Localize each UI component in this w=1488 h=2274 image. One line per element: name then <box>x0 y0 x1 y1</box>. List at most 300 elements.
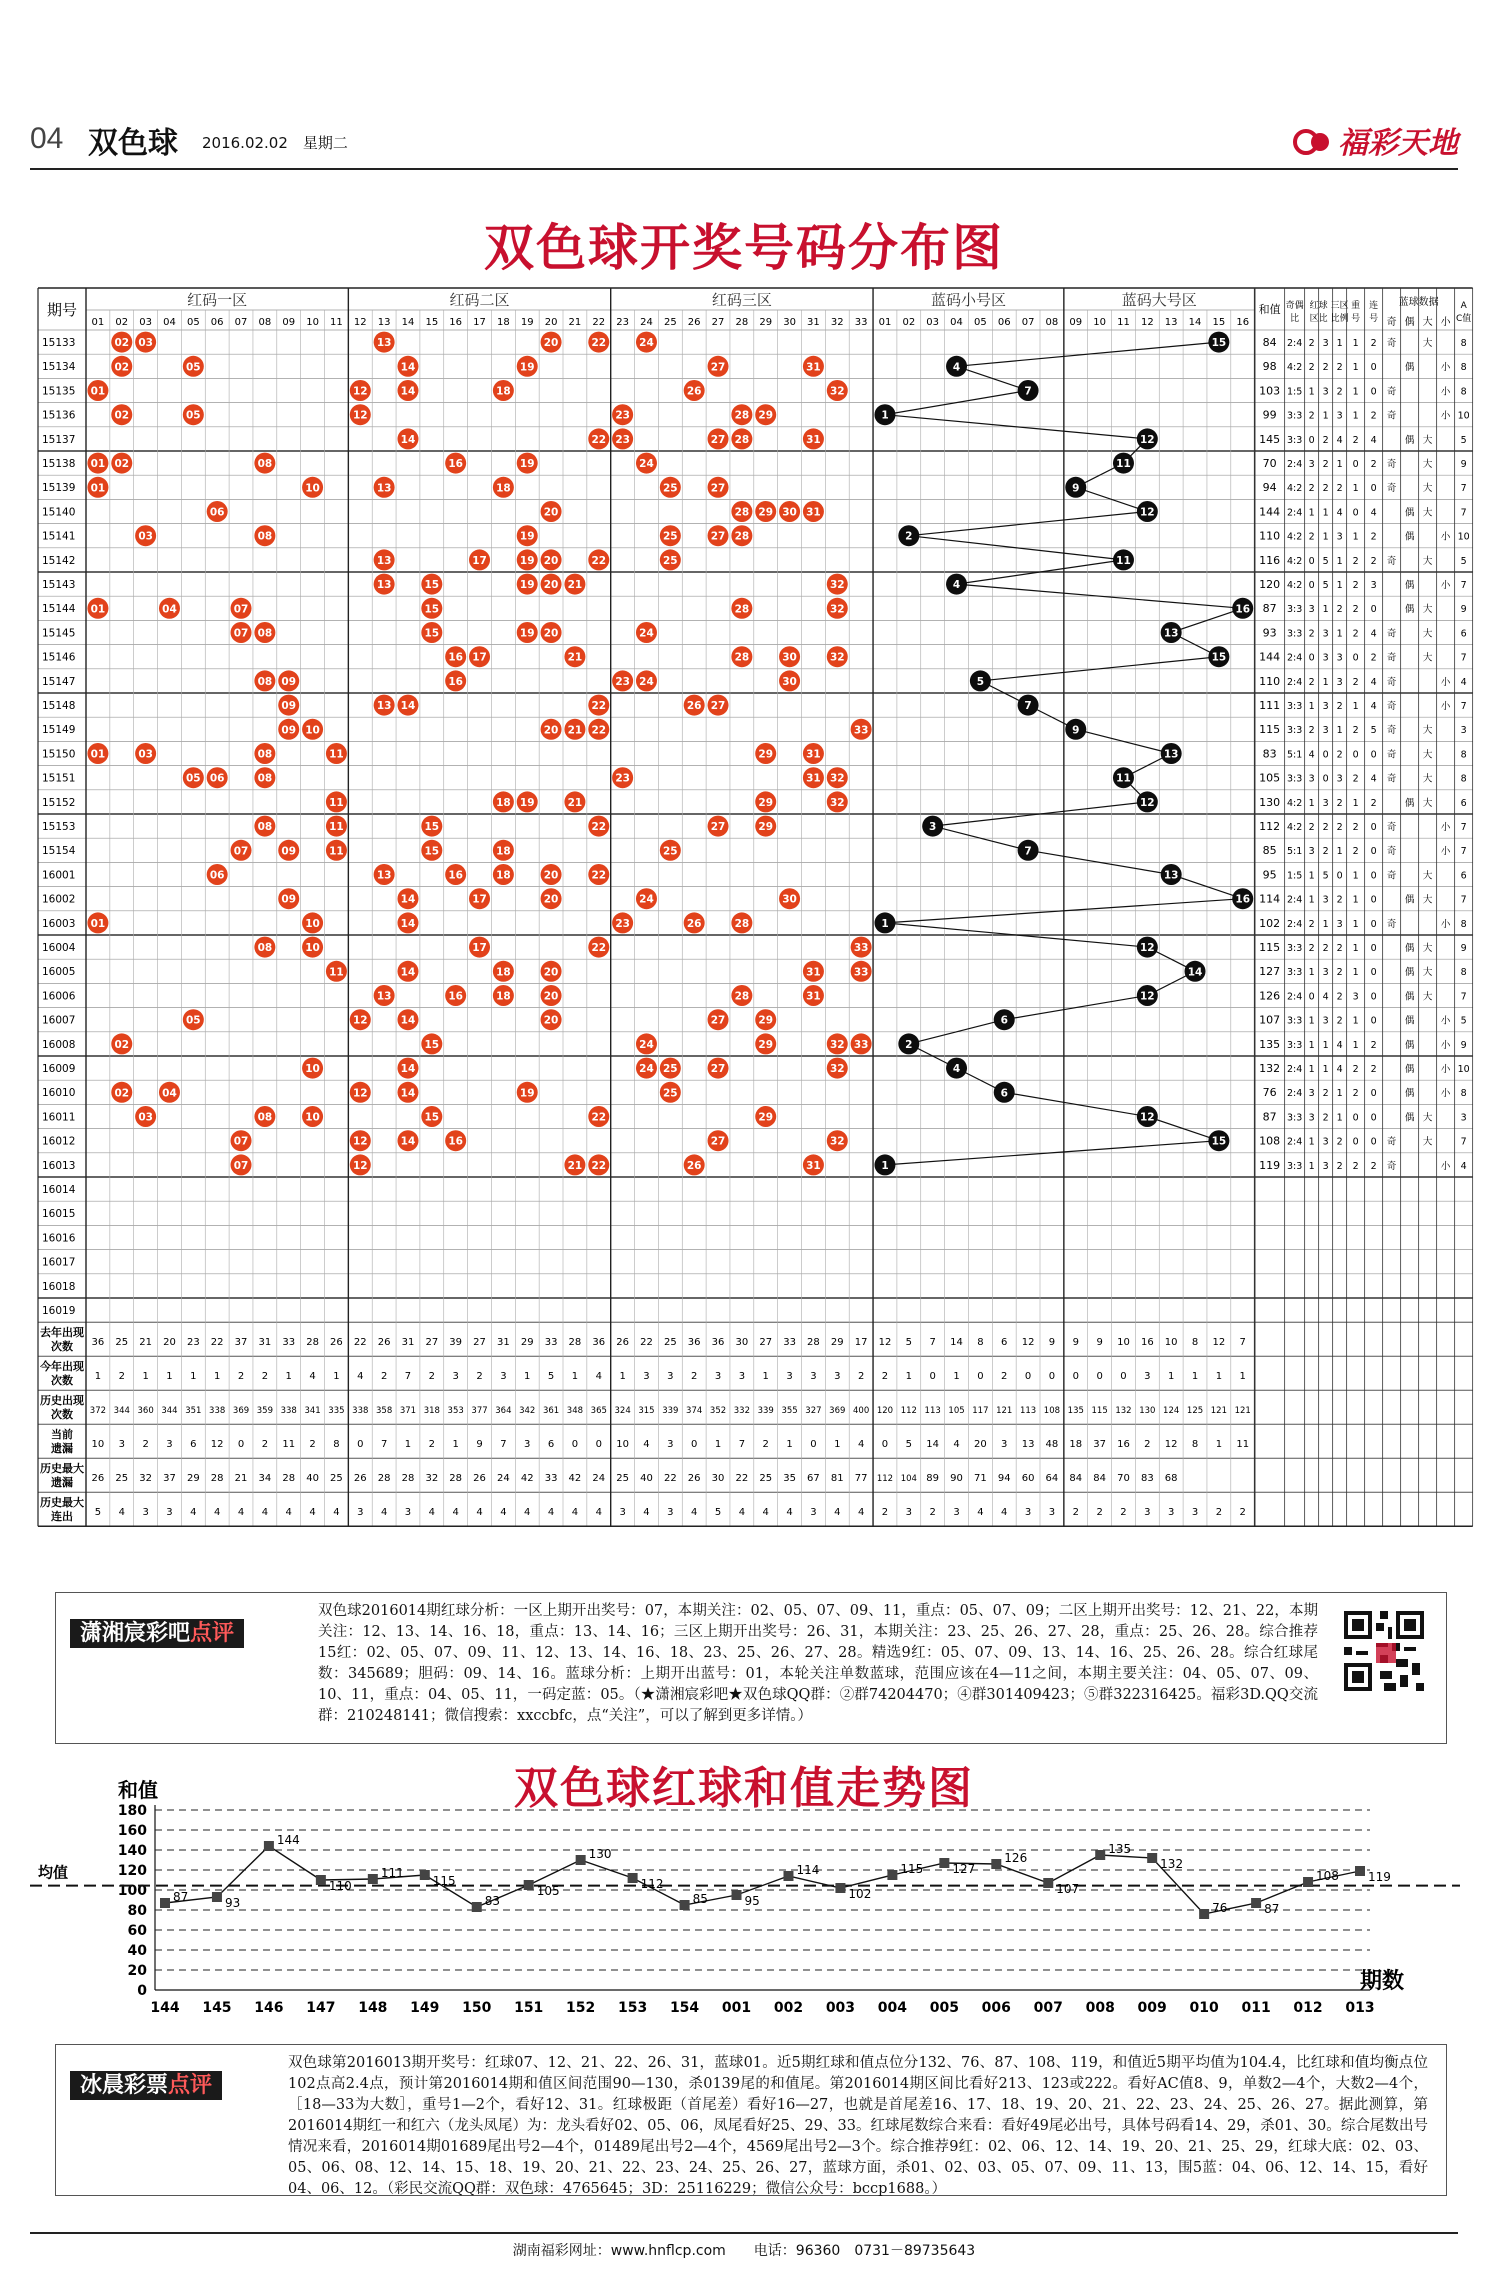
stat-value: 144 <box>1259 650 1281 664</box>
stat-value: 3 <box>1336 531 1343 543</box>
stat-value: 3 <box>1308 604 1315 616</box>
stat-value: 102 <box>1259 916 1281 930</box>
red-ball-number: 01 <box>90 385 106 398</box>
stat-value: 1 <box>1352 410 1359 422</box>
x-tick-label: 151 <box>514 2000 544 2016</box>
red-ball-number: 19 <box>519 627 535 640</box>
stat-value: 2 <box>1336 1160 1343 1172</box>
stat-row-value: 5 <box>547 1371 555 1383</box>
stat-row-value: 318 <box>423 1406 440 1417</box>
stat-value: 3:3 <box>1287 773 1303 785</box>
zone-label: 蓝码大号区 <box>1121 291 1197 309</box>
stat-row-value: 2 <box>1120 1507 1127 1519</box>
stat-value: 2 <box>1370 1064 1377 1075</box>
red-ball-number: 31 <box>806 748 821 761</box>
red-ball-number: 25 <box>663 554 678 567</box>
red-ball-number: 10 <box>305 482 320 495</box>
data-point <box>1303 1877 1313 1887</box>
stat-value: 1 <box>1352 338 1359 349</box>
stat-value: 小 <box>1440 701 1451 712</box>
stat-row-value: 9 <box>1072 1337 1079 1349</box>
stat-row-value: 0 <box>1096 1371 1103 1383</box>
stat-header: 比例 <box>1330 314 1349 324</box>
x-tick-label: 147 <box>306 2000 336 2016</box>
stat-row-value: 4 <box>762 1507 769 1519</box>
trend-chart-title: 双色球红球和值走势图 <box>514 1763 974 1814</box>
red-number-header: 26 <box>687 317 701 328</box>
stat-value: 3 <box>1322 797 1329 809</box>
red-ball-number: 20 <box>543 869 559 882</box>
stat-row-value: 327 <box>805 1406 822 1417</box>
stat-row-value: 27 <box>473 1337 486 1349</box>
stat-value: 126 <box>1259 989 1281 1003</box>
stat-row-value: 9 <box>1096 1337 1103 1349</box>
stat-value: 2 <box>1370 1160 1377 1172</box>
blue-number-header: 09 <box>1069 317 1083 328</box>
stat-value: 2 <box>1336 604 1343 616</box>
red-number-header: 03 <box>139 317 152 328</box>
blue-ball-number: 15 <box>1211 651 1227 664</box>
stat-value: 4 <box>1460 676 1467 688</box>
red-ball-number: 32 <box>829 1038 845 1051</box>
red-ball-number: 33 <box>853 1038 869 1051</box>
stat-value: 2 <box>1336 362 1343 374</box>
stat-row-value: 4 <box>857 1439 865 1451</box>
stat-row-value: 5 <box>94 1507 102 1519</box>
stat-header: 红球 <box>1309 301 1328 311</box>
stat-row-value: 117 <box>972 1406 989 1417</box>
stat-value: 1 <box>1336 338 1343 349</box>
stat-value: 2 <box>1336 894 1343 906</box>
red-ball-number: 14 <box>400 966 416 979</box>
stat-row-value: 3 <box>810 1507 817 1519</box>
stat-row-value: 12 <box>878 1337 892 1349</box>
stat-value: 小 <box>1440 918 1451 930</box>
stat-value: 5 <box>1460 555 1467 567</box>
stat-row-value: 3 <box>667 1439 674 1451</box>
red-ball-number: 24 <box>639 893 654 906</box>
stat-row-value: 338 <box>280 1406 297 1417</box>
stat-value: 0 <box>1370 967 1377 979</box>
stat-value: 0 <box>1352 652 1359 664</box>
data-point <box>1043 1878 1053 1888</box>
stat-row-value: 2 <box>261 1371 269 1383</box>
stat-value: 4 <box>1370 507 1377 519</box>
stat-row-label: 历史最大 <box>40 1496 84 1510</box>
data-point <box>316 1875 326 1885</box>
red-number-header: 16 <box>449 317 463 328</box>
stat-row-value: 2 <box>1072 1507 1079 1519</box>
stat-row-value: 7 <box>738 1439 746 1451</box>
stat-value: 2 <box>1308 943 1315 954</box>
stat-value: 4 <box>1336 1039 1343 1051</box>
red-number-header: 07 <box>234 317 248 328</box>
red-ball-number: 26 <box>686 700 702 713</box>
stat-value: 9 <box>1460 459 1467 470</box>
stat-value: 3:3 <box>1287 701 1303 712</box>
data-label: 144 <box>276 1833 300 1847</box>
stat-value: 2:4 <box>1287 918 1303 930</box>
red-ball-number: 24 <box>639 1038 654 1051</box>
red-ball-number: 17 <box>472 893 487 906</box>
red-ball-number: 12 <box>352 1135 368 1148</box>
red-ball-number: 31 <box>806 506 821 519</box>
stat-value: 小 <box>1440 1039 1451 1051</box>
stat-value: 大 <box>1422 483 1433 495</box>
stat-row-value: 2 <box>118 1371 125 1383</box>
stat-row-value: 112 <box>900 1406 917 1417</box>
stat-value: 3 <box>1308 1088 1315 1100</box>
stat-value: 大 <box>1422 1136 1433 1148</box>
stat-row-value: 7 <box>380 1439 388 1451</box>
stat-value: 1 <box>1352 918 1359 930</box>
stat-row-value: 1 <box>786 1439 793 1451</box>
period-label: 15133 <box>42 337 76 349</box>
stat-value: 4 <box>1370 434 1377 446</box>
stat-value: 偶 <box>1404 967 1415 979</box>
stat-value: 1 <box>1308 701 1315 712</box>
stat-row-value: 105 <box>948 1406 965 1417</box>
stat-value: 1 <box>1308 507 1315 519</box>
stat-value: 偶 <box>1404 507 1415 519</box>
red-ball-number: 02 <box>114 1087 130 1100</box>
data-point <box>991 1859 1001 1869</box>
red-ball-number: 08 <box>257 627 273 640</box>
stat-value: 大 <box>1422 749 1433 761</box>
stat-row-value: 339 <box>662 1406 679 1417</box>
stat-value: 127 <box>1259 965 1281 979</box>
sum-trend-chart <box>30 1775 1460 2025</box>
data-label: 111 <box>380 1866 404 1880</box>
red-ball-number: 01 <box>90 458 106 471</box>
stat-value: 1 <box>1352 362 1359 374</box>
stat-value: 0 <box>1370 918 1377 930</box>
stat-row-value: 0 <box>929 1371 936 1383</box>
stat-value: 107 <box>1259 1013 1281 1027</box>
blue-number-header: 11 <box>1117 317 1130 328</box>
period-label: 15141 <box>42 530 76 543</box>
stat-value: 70 <box>1262 457 1277 470</box>
data-point <box>1199 1909 1209 1919</box>
red-ball-number: 08 <box>257 675 273 688</box>
data-point <box>420 1870 430 1880</box>
red-ball-number: 10 <box>305 942 320 955</box>
stat-value: 2:4 <box>1287 676 1303 688</box>
stat-row-value: 4 <box>857 1507 865 1519</box>
stat-value: 小 <box>1440 1015 1451 1027</box>
stat-row-value: 0 <box>237 1439 245 1451</box>
stat-value: 偶 <box>1404 1039 1415 1051</box>
red-ball-number: 08 <box>257 748 273 761</box>
stat-row-value: 3 <box>619 1507 626 1519</box>
zone-label: 红码二区 <box>449 291 510 309</box>
stat-value: 8 <box>1460 749 1467 761</box>
red-ball-number: 06 <box>209 869 225 882</box>
stat-row-value: 3 <box>1024 1507 1032 1519</box>
stat-value: 1 <box>1322 604 1329 616</box>
stat-value: 1 <box>1352 483 1359 495</box>
stat-row-value: 30 <box>711 1473 725 1485</box>
blue-ball-number: 13 <box>1163 627 1179 640</box>
data-point <box>1147 1853 1157 1863</box>
stat-row-value: 1 <box>1239 1371 1246 1383</box>
red-ball-number: 30 <box>782 675 797 688</box>
red-ball-number: 27 <box>710 530 726 543</box>
stat-row-value: 25 <box>115 1337 129 1349</box>
stat-value: 2 <box>1370 652 1377 664</box>
stat-value: 5 <box>1460 434 1467 446</box>
red-ball-number: 31 <box>806 966 821 979</box>
blue-ball-number: 9 <box>1072 724 1080 737</box>
stat-row-value: 342 <box>519 1406 536 1417</box>
stat-value: 2 <box>1352 604 1359 616</box>
red-ball-number: 31 <box>806 990 821 1003</box>
stat-value: 1 <box>1308 1064 1315 1075</box>
stat-row-value: 4 <box>118 1507 125 1519</box>
stat-value: 1 <box>1336 555 1343 567</box>
stat-row-value: 0 <box>357 1439 364 1451</box>
stat-value: 2 <box>1352 580 1359 591</box>
red-ball-number: 16 <box>448 675 463 688</box>
stat-value: 大 <box>1422 725 1433 737</box>
data-label: 76 <box>1212 1901 1228 1915</box>
stat-value: 111 <box>1259 699 1281 712</box>
stat-row-value: 1 <box>953 1371 960 1383</box>
stat-row-value: 355 <box>781 1406 798 1417</box>
data-label: 83 <box>484 1894 501 1908</box>
period-label: 16016 <box>42 1232 76 1245</box>
blue-ball-number: 1 <box>881 409 889 422</box>
stat-row-value: 68 <box>1164 1473 1178 1485</box>
stat-value: 大 <box>1422 967 1433 979</box>
stat-value: 偶 <box>1404 894 1415 906</box>
red-ball-number: 24 <box>639 337 654 350</box>
stat-row-value: 22 <box>663 1473 677 1485</box>
stat-value: 1 <box>1322 410 1329 422</box>
stat-value: 1 <box>1336 459 1343 470</box>
data-point <box>472 1902 482 1912</box>
red-ball-number: 16 <box>448 458 463 471</box>
y-tick-label: 160 <box>117 1823 147 1839</box>
red-ball-number: 11 <box>329 966 344 979</box>
red-number-header: 32 <box>830 317 844 328</box>
x-tick-label: 152 <box>566 2000 596 2016</box>
stat-row-value: 26 <box>91 1473 105 1485</box>
red-ball-number: 27 <box>710 821 726 834</box>
red-ball-number: 02 <box>114 1038 130 1051</box>
stat-value: 3 <box>1322 701 1329 712</box>
red-ball-number: 09 <box>281 724 297 737</box>
stat-value: 偶 <box>1404 604 1415 616</box>
stat-value: 1 <box>1352 701 1359 712</box>
page-header <box>30 118 1458 168</box>
stat-value: 0 <box>1370 1136 1377 1148</box>
stat-row-value: 365 <box>590 1406 607 1417</box>
stat-row-value: 2 <box>857 1371 865 1383</box>
stat-value: 偶 <box>1404 1064 1415 1075</box>
period-label: 15151 <box>42 772 76 785</box>
red-ball-number: 18 <box>496 869 511 882</box>
stat-row-value: 1 <box>1215 1371 1223 1383</box>
stat-row-value: 1 <box>404 1439 412 1451</box>
stat-value: 1 <box>1352 1015 1359 1027</box>
stat-value: 3 <box>1322 652 1329 664</box>
stat-row-value: 6 <box>190 1439 197 1451</box>
red-ball-number: 25 <box>663 482 678 495</box>
stat-value: 2 <box>1322 1088 1329 1100</box>
stat-row-value: 12 <box>1021 1337 1035 1349</box>
draw-distribution-table <box>38 288 1472 1583</box>
stat-value: 2:4 <box>1287 1136 1303 1148</box>
red-ball-number: 33 <box>853 966 869 979</box>
stat-value: 6 <box>1460 870 1467 882</box>
period-label: 16009 <box>42 1063 76 1075</box>
stat-value: 2 <box>1370 555 1377 567</box>
red-ball-number: 12 <box>352 409 368 422</box>
stat-row-value: 351 <box>185 1406 202 1417</box>
stat-value: 2 <box>1370 410 1377 422</box>
red-ball-number: 24 <box>639 627 654 640</box>
stat-value: 144 <box>1259 505 1281 519</box>
stat-value: 1:5 <box>1287 870 1303 882</box>
red-ball-number: 13 <box>376 869 392 882</box>
stat-row-value: 2 <box>476 1371 483 1383</box>
stat-value: 偶 <box>1404 531 1415 543</box>
red-ball-number: 19 <box>519 554 535 567</box>
stat-value: 9 <box>1460 1039 1467 1051</box>
stat-row-value: 2 <box>428 1371 436 1383</box>
stat-value: 7 <box>1460 483 1467 495</box>
red-ball-number: 23 <box>615 772 630 785</box>
stat-row-value: 9 <box>1048 1337 1056 1349</box>
stat-value: 2 <box>1322 483 1329 495</box>
stat-value: 115 <box>1259 941 1281 954</box>
x-tick-label: 148 <box>358 2000 388 2016</box>
stat-value: 7 <box>1460 580 1467 591</box>
data-label: 108 <box>1316 1869 1339 1883</box>
data-label: 132 <box>1160 1857 1184 1871</box>
red-ball-number: 27 <box>710 1135 726 1148</box>
stat-value: 2 <box>1370 338 1377 349</box>
stat-row-value: 2 <box>1096 1507 1103 1519</box>
red-ball-number: 22 <box>591 821 607 834</box>
stat-row-value: 2 <box>142 1439 149 1451</box>
red-ball-number: 05 <box>186 409 201 422</box>
blue-ball-number: 4 <box>952 579 961 592</box>
stat-value: 大 <box>1422 991 1433 1003</box>
stat-row-value: 4 <box>500 1507 507 1519</box>
red-ball-number: 18 <box>496 966 511 979</box>
stat-value: 3 <box>1322 628 1329 640</box>
blue-ball-number: 15 <box>1211 1135 1227 1148</box>
blue-ball-number: 6 <box>1000 1014 1008 1027</box>
stat-row-value: 4 <box>476 1507 483 1519</box>
red-ball-number: 19 <box>519 458 535 471</box>
stat-row-value: 3 <box>738 1371 746 1383</box>
red-ball-number: 11 <box>329 821 344 834</box>
blue-ball-number: 14 <box>1187 966 1203 979</box>
red-ball-number: 14 <box>400 385 416 398</box>
stat-value: 4 <box>1370 701 1377 712</box>
stat-row-value: 1 <box>834 1439 841 1451</box>
red-ball-number: 15 <box>424 845 440 858</box>
red-ball-number: 13 <box>376 337 392 350</box>
red-ball-number: 12 <box>352 385 368 398</box>
red-ball-number: 18 <box>496 990 511 1003</box>
stat-value: 2 <box>1336 483 1343 495</box>
stat-value: 3 <box>1322 1136 1329 1148</box>
stat-value: 110 <box>1259 674 1281 688</box>
blue-ball-number: 1 <box>881 917 889 930</box>
stat-row-value: 25 <box>663 1337 677 1349</box>
stat-row-value: 89 <box>926 1473 940 1485</box>
red-ball-number: 22 <box>591 337 607 350</box>
red-number-header: 29 <box>759 317 773 328</box>
stat-row-value: 1 <box>571 1371 579 1383</box>
stat-row-value: 37 <box>234 1337 248 1349</box>
red-ball-number: 25 <box>663 530 678 543</box>
stat-row-value: 3 <box>452 1371 459 1383</box>
red-ball-number: 32 <box>829 796 845 809</box>
red-number-header: 14 <box>401 317 415 328</box>
stat-row-value: 40 <box>640 1473 653 1485</box>
section-name: 双色球 <box>88 126 178 161</box>
stat-row-value: 12 <box>1164 1439 1178 1451</box>
red-ball-number: 14 <box>400 1087 416 1100</box>
stat-value: 奇 <box>1386 918 1397 930</box>
stat-row-value: 2 <box>690 1371 698 1383</box>
red-number-header: 10 <box>306 317 319 328</box>
stat-value: 2 <box>1352 822 1359 833</box>
stat-row-value: 18 <box>1069 1439 1083 1451</box>
blue-number-header: 06 <box>997 317 1011 328</box>
stat-value: 8 <box>1460 362 1467 374</box>
stat-row-value: 3 <box>905 1507 913 1519</box>
red-ball-number: 09 <box>281 893 297 906</box>
stat-row-value: 3 <box>1144 1371 1151 1383</box>
data-label: 135 <box>1108 1842 1132 1856</box>
data-point <box>887 1870 897 1880</box>
stat-value: 大 <box>1422 604 1433 616</box>
blue-number-header: 07 <box>1021 317 1035 328</box>
red-ball-number: 19 <box>519 530 535 543</box>
red-ball-number: 24 <box>639 1063 654 1076</box>
stat-row-value: 31 <box>258 1337 272 1349</box>
stat-value: 1 <box>1308 1015 1315 1027</box>
stat-row-value: 60 <box>1021 1473 1035 1485</box>
red-ball-number: 14 <box>400 361 416 374</box>
red-number-header: 31 <box>807 317 820 328</box>
red-ball-number: 19 <box>519 579 535 592</box>
stat-value: 小 <box>1440 1064 1451 1075</box>
stat-value: 87 <box>1262 602 1277 616</box>
blue-ball-number: 2 <box>905 1038 913 1051</box>
stat-value: 偶 <box>1404 1112 1415 1124</box>
stat-value: 2 <box>1352 628 1359 640</box>
stat-header: 偶 <box>1404 317 1415 328</box>
zone-label: 红码三区 <box>711 291 772 309</box>
red-ball-number: 22 <box>591 942 607 955</box>
stat-row-value: 3 <box>1001 1439 1008 1451</box>
stat-value: 奇 <box>1386 338 1397 349</box>
stat-row-value: 0 <box>1048 1371 1056 1383</box>
stat-row-value: 377 <box>471 1406 488 1417</box>
comment-box-2 <box>55 2044 1447 2196</box>
stat-value: 10 <box>1457 531 1470 543</box>
red-ball-number: 13 <box>376 990 392 1003</box>
stat-value: 2 <box>1370 531 1377 543</box>
stat-value: 1 <box>1308 967 1315 979</box>
